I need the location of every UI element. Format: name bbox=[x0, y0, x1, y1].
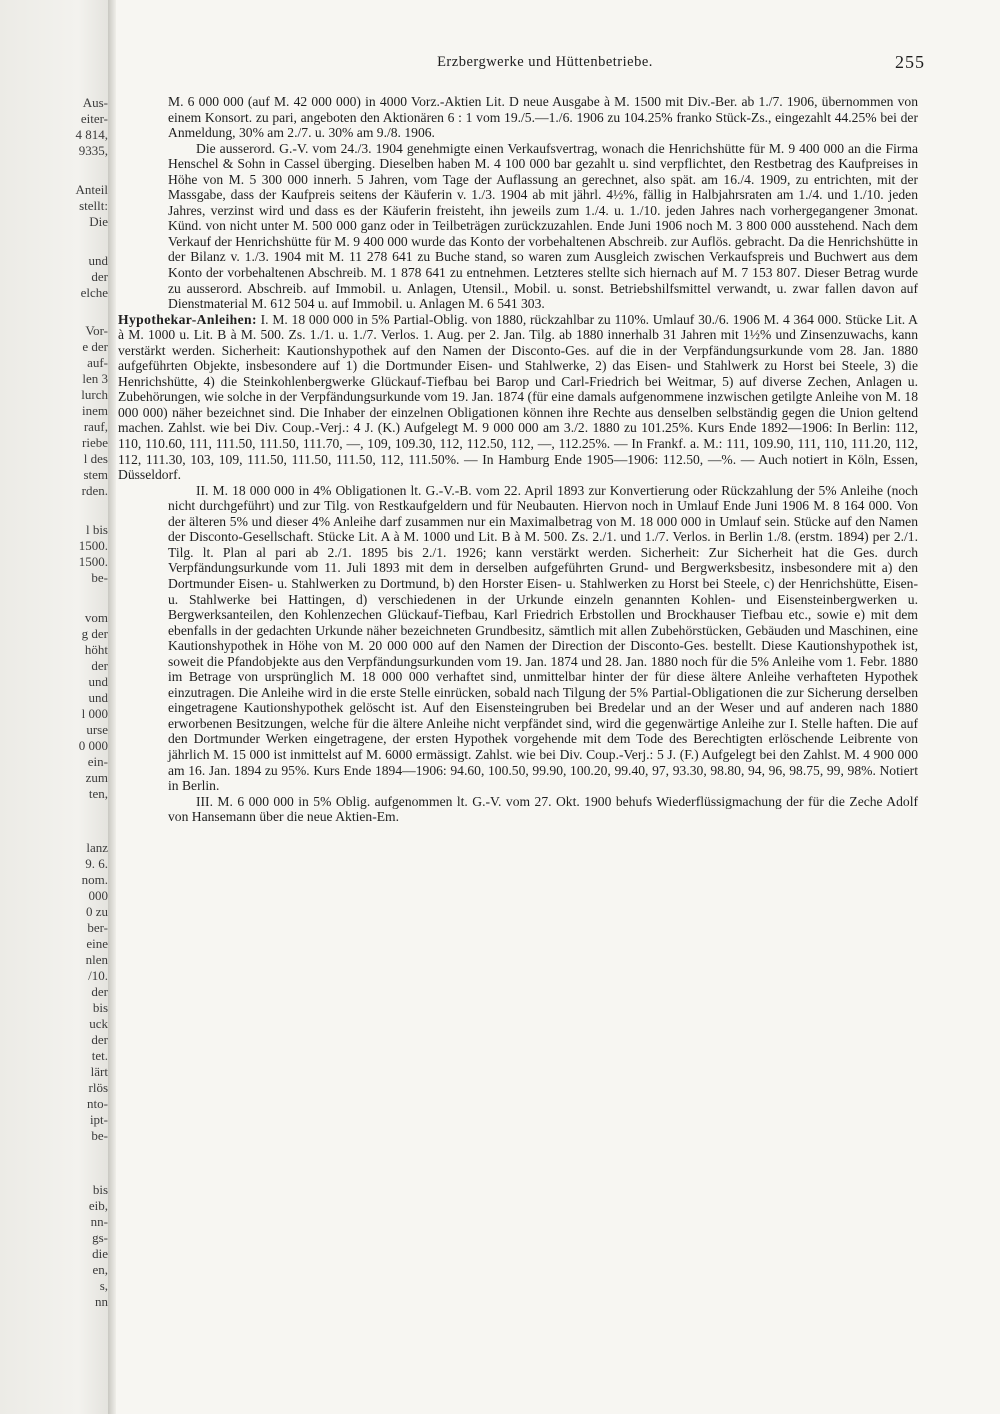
margin-fragment: nn- bbox=[90, 1214, 108, 1229]
margin-fragment: 000 bbox=[88, 888, 108, 903]
margin-fragment: urse bbox=[86, 722, 108, 737]
margin-fragment: 0 zu bbox=[85, 904, 108, 919]
margin-fragment: eib, bbox=[88, 1198, 108, 1213]
margin-fragment: vom bbox=[84, 610, 108, 625]
margin-fragment: en, bbox=[92, 1262, 108, 1277]
margin-fragment: lanz bbox=[86, 840, 108, 855]
page-body bbox=[118, 94, 918, 825]
margin-fragment: zum bbox=[85, 770, 108, 785]
margin-fragment: l 000 bbox=[81, 706, 108, 721]
margin-fragment: len 3 bbox=[82, 371, 108, 386]
page-header bbox=[165, 52, 925, 76]
margin-fragment: be- bbox=[91, 1128, 108, 1143]
margin-fragment: 9335, bbox=[78, 143, 108, 158]
margin-fragment: Die bbox=[89, 214, 108, 229]
margin-fragment: 9. 6. bbox=[85, 856, 108, 871]
margin-fragment: riebe bbox=[82, 435, 108, 450]
margin-fragment: bis bbox=[92, 1182, 108, 1197]
margin-fragment: g der bbox=[81, 626, 108, 641]
margin-fragment: der bbox=[91, 1032, 108, 1047]
margin-fragment: s, bbox=[99, 1278, 108, 1293]
margin-fragment: der bbox=[91, 658, 108, 673]
margin-fragment: der bbox=[91, 984, 108, 999]
margin-fragment: Aus- bbox=[82, 95, 108, 110]
book-fold bbox=[108, 0, 116, 1414]
margin-fragment: stellt: bbox=[79, 198, 108, 213]
running-head: Erzbergwerke und Hüttenbetriebe. bbox=[437, 54, 653, 70]
margin-fragment: der bbox=[91, 269, 108, 284]
margin-fragment: 0 000 bbox=[78, 738, 108, 753]
margin-fragment: e der bbox=[82, 339, 108, 354]
margin-fragment: Anteil bbox=[75, 182, 108, 197]
paragraph-mortgage-loan-1-text: I. M. 18 000 000 in 5% Partial-Oblig. von 1880, rückzahlbar zu 110%. Umlauf 30./6. 1906 M. 4 364 000. Stücke Lit. A à M. 1000 u. Lit. B à M. 500. Zs. 1./1. u. 1./7. Verlos. 1. Aug. per 2. Jan. Tilg. ab 1880 innerhalb 31 Jahren mit 1½% und Zinsenzuwachs, kann verstärkt werden. Sicherheit: Kautionshypothek auf den Namen der Disconto-Ges. auf die in der Verpfändungsurkunde vom 28. Jan. 1880 aufgeführten Objekte, insbesondere auf 1) die Dortmunder Eisen- und Stahlwerke, 2) das Eisen- und Stahlwerk zu Horst bei Steele, 3) die Henrichshütte, 4) die Steinkohlenbergwerke Glückauf-Tiefbau bei Barop und Carl-Friedrich bei Weitmar, 5) auf diverse Zechen, Anlagen u. Zubehörungen, wie solche in der Verpfändungsurkunde vom 19. Jan. 1874 (für eine damals aufgenommene inzwischen getilgte Anleihe von M. 18 000 000) näher bezeichnet sind. Die Inhaber der einzelnen Obligationen können ihre Rechte aus denselben selbständig gegen die Union geltend machen. Zahlst. wie bei Div. Coup.-Verj.: 4 J. (K.) Aufgelegt M. 9 000 000 am 3./2. 1880 zu 101.25%. Kurs Ende 1892—1906: In Berlin: 112, 110, 110.60, 111, 111.50, 111.50, 111.70, —, 109, 109.30, 112, 112.50, 112, —, 112.25%. — In Frankf. a. M.: 111, 109.90, 111, 110, 111.20, 112, 112, 111.30, 103, 109, 111.50, 111.50, 111.50, 112, 111.50%. — In Hamburg Ende 1905—1906: 112.50, —%. — Auch notiert in Köln, Essen, Düsseldorf. bbox=[118, 311, 918, 483]
margin-fragment: uck bbox=[89, 1016, 108, 1031]
margin-fragment: und bbox=[88, 690, 108, 705]
margin-fragment: ten, bbox=[88, 786, 108, 801]
margin-fragment: höht bbox=[84, 642, 108, 657]
paragraph-mortgage-loan-2: II. M. 18 000 000 in 4% Obligationen lt. G.-V.-B. vom 22. April 1893 zur Konvertierung oder Rückzahlung der 5% Anleihe (noch nicht durchgeführt) und zur Tilg. von Restkaufgeldern und für Neubauten. Hiervon noch in Umlauf Ende Juni 1906 M. 8 164 000. Von der älteren 5% und dieser 4% Anleihe darf zusammen nur ein Maximalbetrag von M. 18 000 000 in Umlauf sein. Stücke auf den Namen der Disconto-Gesellschaft. Stücke Lit. A à M. 1000 und Lit. B à M. 500. Zs. 2./1. und 1./7. Verlos. in Berlin 1./8. (erstm. 1894) per 2./1. Tilg. lt. Plan al pari ab 2./1. 1895 bis 2./1. 1926; kann verstärkt werden. Sicherheit: Zur Sicherheit hat die Ges. durch Verpfändungsurkunde vom 11. Juli 1893 mit dem in derselben aufgeführten Grund- und Bergwerksbesitz, insbesondere mit a) den Dortmunder Eisen- u. Stahlwerken zu Dortmund, b) den Horster Eisen- u. Stahlwerken zu Horst bei Steele, c) der Henrichshütte, Eisen- u. Stahlwerke bei Hattingen, d) verschiedenen in der Urkunde einzeln genannten Kohlen- und Eisensteinbergwerken u. Bergwerksanteilen, den Kohlenzechen Glückauf-Tiefbau, Karl Friedrich Erbstollen und Brockhauser Tiefbau etc., sowie e) mit dem ebenfalls in der gedachten Urkunde näher bezeichneten Grundbesitz, sämtlich mit allen Zubehörstücken, Gebäuden und Maschinen, eine Kautionshypothek in Höhe von M. 20 000 000 auf den Namen der Direction der Disconto-Ges. bestellt. Diese Kautionshypothek ist, soweit die Pfandobjekte aus den Verpfändungsurkunden vom 19. Jan. 1874 und 28. Jan. 1880 noch für die 5% Anleihe vom 1. Febr. 1880 im Betrage von ursprünglich M. 18 000 000 verhaftet sind, unmittelbar hinter der für diese ältere Anleihe verhafteten Hypothek einzutragen. Die Anleihe wird in die erste Stelle einrücken, sobald nach Tilgung der 5% Partial-Obligationen die zur Sicherung derselben eingetragene Kautionshypothek gelöscht ist. Auf den Eisensteingruben bei Bredelar und an der Weser und auf anderen nach 1880 erworbenen Besitzungen, welche für die ältere Anleihe nicht verpfändet sind, wird die gegenwärtige Anleihe zur I. Stelle haften. Die auf den Dortmunder Werken eingetragene, der ersten Hypothek vorgehende mit dem Tode des Berechtigten erlöschende Leibrente von jährlich M. 15 000 ist inmittelst auf M. 6000 ermässigt. Zahlst. wie bei Div. Coup.-Verj.: 5 J. (F.) Aufgelegt bei den Zahlst. M. 4 900 000 am 16. Jan. 1894 zu 95%. Kurs Ende 1894—1906: 94.60, 100.50, 99.90, 100.20, 99.40, 97, 93.30, 98.80, 94, 96, 98.75, 99, 98%. Notiert in Berlin. bbox=[168, 482, 918, 794]
margin-fragment: und bbox=[88, 253, 108, 268]
margin-fragment: die bbox=[92, 1246, 108, 1261]
margin-fragment: ein- bbox=[87, 754, 108, 769]
margin-fragment: eine bbox=[86, 936, 108, 951]
margin-fragment: Vor- bbox=[85, 323, 108, 338]
margin-fragment: stem bbox=[83, 467, 108, 482]
margin-fragment: be- bbox=[91, 570, 108, 585]
margin-fragment: eiter- bbox=[80, 111, 108, 126]
page-number: 255 bbox=[895, 52, 925, 72]
margin-fragment: rden. bbox=[81, 483, 108, 498]
margin-fragment: l bis bbox=[85, 522, 108, 537]
paragraph-mortgage-loan-3: III. M. 6 000 000 in 5% Oblig. aufgenommen lt. G.-V. vom 27. Okt. 1900 behufs Wiederflüssigmachung der für die Zeche Adolf von Hansemann über die neue Aktien-Em. bbox=[168, 793, 918, 825]
left-page-margin bbox=[0, 0, 112, 1414]
margin-fragment: 1500. bbox=[78, 554, 108, 569]
margin-fragment: inem bbox=[82, 403, 108, 418]
margin-fragment: rlös bbox=[88, 1080, 108, 1095]
margin-fragment: ber- bbox=[87, 920, 108, 935]
paragraph-mortgage-loan-1 bbox=[118, 312, 918, 483]
margin-fragment: l des bbox=[83, 451, 108, 466]
margin-fragment: tet. bbox=[91, 1048, 108, 1063]
margin-fragment: nom. bbox=[81, 872, 108, 887]
margin-fragment: lärt bbox=[90, 1064, 108, 1079]
margin-fragment: nto- bbox=[87, 1096, 108, 1111]
margin-fragment: 1500. bbox=[78, 538, 108, 553]
margin-fragment: /10. bbox=[88, 968, 108, 983]
margin-fragment: gs- bbox=[92, 1230, 108, 1245]
margin-fragment: nlen bbox=[85, 952, 108, 967]
paragraph-new-shares: M. 6 000 000 (auf M. 42 000 000) in 4000 Vorz.-Aktien Lit. D neue Ausgabe à M. 1500 mit Div.-Ber. ab 1./7. 1906, übernommen von einem Konsort. zu pari, angeboten den Aktionären 6 : 1 vom 19./5.—1./6. 1906 zu 104.25% franko Stück-Zs., eingezahlt 44.25% bei der Anmeldung, 30% am 2./7. u. 30% am 9./8. 1906. bbox=[168, 94, 918, 141]
margin-fragment: ipt- bbox=[89, 1112, 108, 1127]
margin-fragment: auf- bbox=[87, 355, 108, 370]
margin-fragment: elche bbox=[80, 285, 108, 300]
margin-fragment: bis bbox=[92, 1000, 108, 1015]
section-heading: Hypothekar-Anleihen: bbox=[118, 311, 257, 327]
margin-fragment: nn bbox=[95, 1294, 108, 1309]
margin-fragment: 4 814, bbox=[75, 127, 108, 142]
paragraph-henrichshuette-sale: Die ausserord. G.-V. vom 24./3. 1904 genehmigte einen Verkaufsvertrag, wonach die Henrichshütte für M. 9 400 000 an die Firma Henschel & Sohn in Cassel überging. Dieselben haben M. 4 100 000 bar gezahlt u. sind verpflichtet, den Restbetrag des Kaufpreises in Höhe von M. 5 300 000 innerh. 5 Jahren, vom Tage der Auflassung an gerechnet, also spät. am 16./4. 1909, zu entrichten, mit der Massgabe, dass der Kaufpreis seitens der Käuferin v. 1./3. 1904 ab mit jährl. 4½%, fällig in Halbjahrsraten am 1./4. und 1./10. jeden Jahres, verzinst wird und dass es der Käuferin freisteht, ihn jeweils zum 1./4. u. 1./10. jeden Jahres nach vorhergegangener 3monat. Künd. von nicht unter M. 500 000 ganz oder in Teilbeträgen zurückzuzahlen. Ende Juni 1906 noch M. 3 800 000 ausstehend. Nach dem Verkauf der Henrichshütte für M. 9 400 000 wurde das Konto der vorbehaltenen Abschreib. zur Auflös. gebracht. Da die Henrichshütte in der Bilanz v. 1./3. 1904 mit M. 11 278 641 zu Buche stand, so waren zum Ausgleich zwischen Verkaufspreis und Buchwert aus dem Konto der vorbehaltenen Abschreib. M. 1 878 641 zu entnehmen. Letzteres stellte sich hiernach auf M. 7 153 807. Dieser Betrag wurde zu ausserord. Abschreib. auf Immobil. u. Anlagen, Utensil., Mobil. u. sonst. Betriebshilfsmittel verwandt, u. zwar fallen davon auf Dienstmaterial M. 612 504 u. auf Immobil. u. Anlagen M. 6 541 303. bbox=[168, 140, 918, 312]
margin-fragment: und bbox=[88, 674, 108, 689]
margin-fragment: lurch bbox=[81, 387, 108, 402]
margin-fragment: rauf, bbox=[83, 419, 108, 434]
